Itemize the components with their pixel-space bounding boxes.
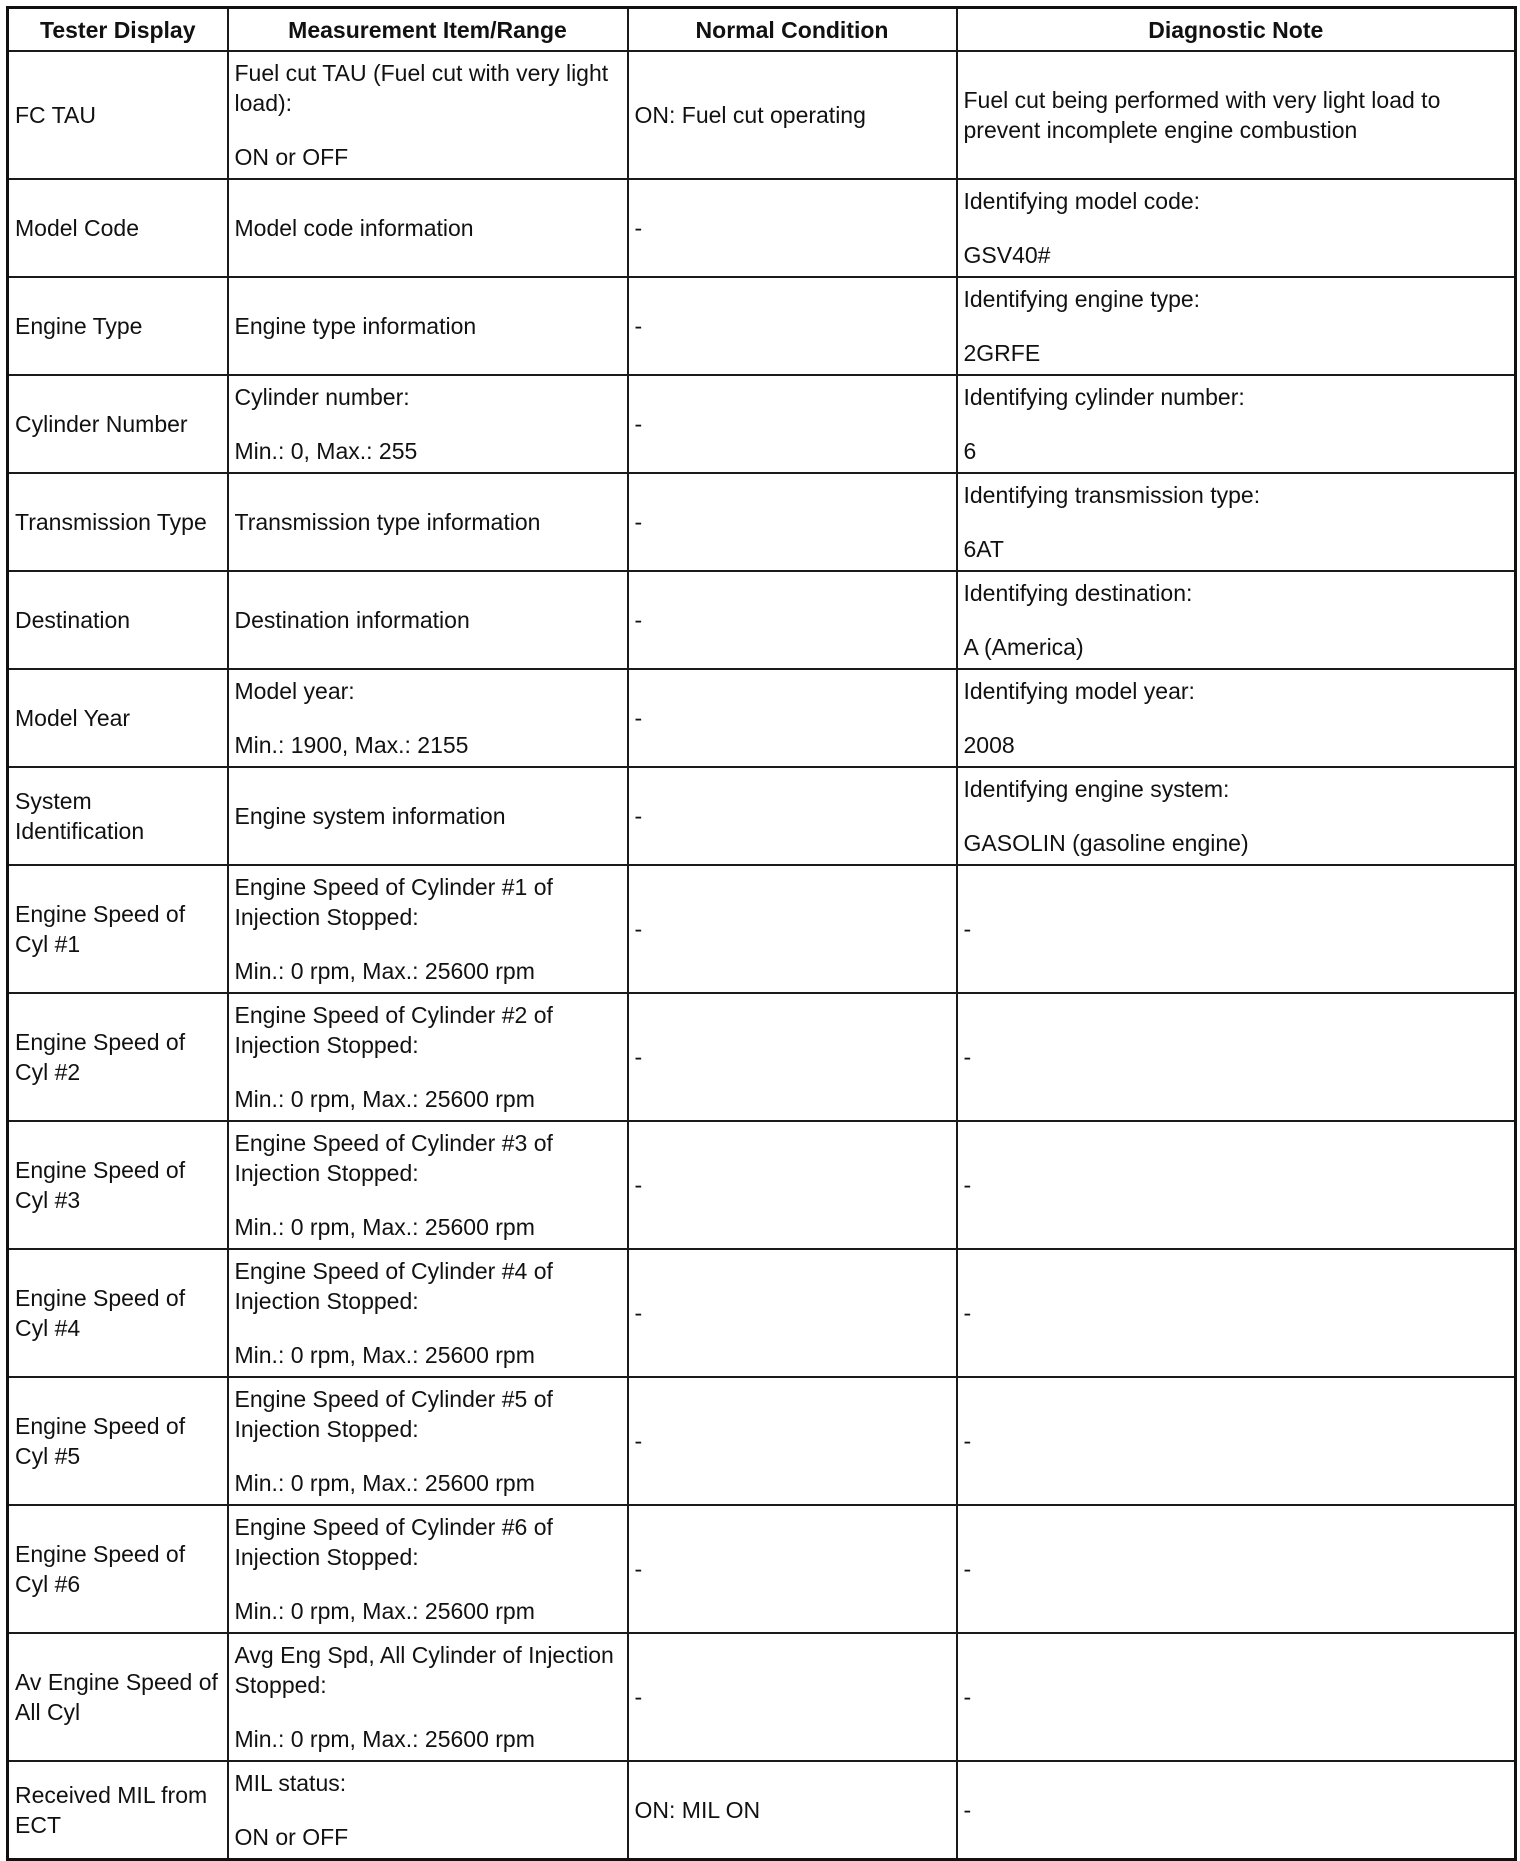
line-gap	[235, 1572, 621, 1596]
table-row	[8, 1249, 1516, 1377]
tester-display-cell: Engine Speed of Cyl #2	[8, 993, 228, 1121]
diagnostic-note-cell-line: A (America)	[963, 634, 1084, 660]
diagnostic-note-cell	[957, 767, 1516, 865]
normal-condition-cell: -	[628, 1249, 957, 1377]
measurement-cell-line: Model code information	[234, 215, 474, 241]
measurement-cell-line: MIL status:	[234, 1769, 347, 1796]
line-gap	[235, 1444, 621, 1468]
table-row	[8, 865, 1516, 993]
measurement-cell-line: Min.: 0 rpm, Max.: 25600 rpm	[234, 1086, 535, 1112]
measurement-cell-line: Min.: 0 rpm, Max.: 25600 rpm	[234, 1598, 535, 1624]
measurement-cell	[228, 669, 628, 767]
diagnostic-note-cell-line: -	[963, 1172, 972, 1198]
diagnostic-note-cell	[957, 1633, 1516, 1761]
line-gap	[964, 706, 1509, 730]
diagnostic-note-cell-line: Identifying destination:	[963, 580, 1193, 606]
measurement-cell-line: Engine Speed of Cylinder #3 of Injection Stopped:	[234, 1130, 553, 1186]
diagnostic-note-cell-line: Fuel cut being performed with very light load to prevent incomplete engine combustion	[963, 87, 1441, 143]
tester-display-cell: Transmission Type	[8, 473, 228, 571]
diagnostic-note-cell	[957, 993, 1516, 1121]
measurement-cell-line: Engine Speed of Cylinder #1 of Injection Stopped:	[234, 874, 553, 930]
normal-condition-cell: -	[628, 1633, 957, 1761]
diagnostic-note-cell	[957, 669, 1516, 767]
measurement-cell-line: Min.: 0 rpm, Max.: 25600 rpm	[234, 1214, 535, 1240]
table-row	[8, 571, 1516, 669]
tester-display-cell: Model Code	[8, 179, 228, 277]
diagnostic-note-cell	[957, 473, 1516, 571]
normal-condition-cell: -	[628, 571, 957, 669]
table-row	[8, 277, 1516, 375]
table-row	[8, 1377, 1516, 1505]
measurement-cell	[228, 1377, 628, 1505]
diagnostic-note-cell	[957, 1377, 1516, 1505]
measurement-cell-line: Engine Speed of Cylinder #6 of Injection Stopped:	[234, 1514, 553, 1570]
table-row	[8, 1505, 1516, 1633]
diagnostic-note-cell-line: Identifying cylinder number:	[963, 384, 1245, 410]
measurement-cell	[228, 1761, 628, 1859]
diagnostic-note-cell-line: 2GRFE	[963, 340, 1041, 366]
normal-condition-cell: -	[628, 767, 957, 865]
normal-condition-cell: -	[628, 1377, 957, 1505]
diagnostic-note-cell-line: -	[963, 1044, 972, 1070]
measurement-cell-line: Avg Eng Spd, All Cylinder of Injection Stopped:	[234, 1642, 614, 1698]
line-gap	[964, 216, 1509, 240]
normal-condition-cell: -	[628, 993, 957, 1121]
diagnostic-note-cell-line: 6	[963, 438, 977, 464]
header-normal-condition: Normal Condition	[628, 8, 957, 52]
measurement-cell-line: Destination information	[234, 607, 470, 633]
table-row	[8, 1121, 1516, 1249]
diagnostic-note-cell	[957, 1249, 1516, 1377]
diagnostic-note-cell	[957, 277, 1516, 375]
line-gap	[235, 118, 621, 142]
diagnostic-note-cell-line: -	[963, 1684, 972, 1710]
measurement-cell-line: ON or OFF	[234, 1823, 349, 1850]
header-tester-display: Tester Display	[8, 8, 228, 52]
diagnostic-note-cell	[957, 1505, 1516, 1633]
tester-display-cell: Engine Speed of Cyl #6	[8, 1505, 228, 1633]
diagnostic-note-cell	[957, 179, 1516, 277]
measurement-cell	[228, 277, 628, 375]
normal-condition-cell: -	[628, 1121, 957, 1249]
measurement-cell	[228, 993, 628, 1121]
measurement-cell	[228, 865, 628, 993]
diagnostic-data-table	[6, 6, 1517, 1861]
line-gap	[235, 1700, 621, 1724]
measurement-cell-line: Engine system information	[234, 803, 506, 829]
normal-condition-cell: -	[628, 473, 957, 571]
measurement-cell	[228, 1505, 628, 1633]
tester-display-cell: Engine Type	[8, 277, 228, 375]
line-gap	[235, 932, 621, 956]
measurement-cell-line: Min.: 1900, Max.: 2155	[234, 732, 469, 758]
normal-condition-cell: -	[628, 1505, 957, 1633]
table-row	[8, 1633, 1516, 1761]
line-gap	[964, 804, 1509, 828]
measurement-cell-line: Cylinder number:	[234, 384, 410, 410]
measurement-cell-line: Transmission type information	[234, 509, 541, 535]
diagnostic-note-cell-line: -	[963, 916, 972, 942]
diagnostic-note-cell-line: GASOLIN (gasoline engine)	[963, 830, 1249, 856]
measurement-cell-line: Min.: 0 rpm, Max.: 25600 rpm	[234, 1342, 535, 1368]
measurement-cell	[228, 473, 628, 571]
diagnostic-note-cell-line: GSV40#	[963, 242, 1051, 268]
normal-condition-cell: ON: MIL ON	[628, 1761, 957, 1859]
measurement-cell-line: Engine Speed of Cylinder #4 of Injection Stopped:	[234, 1258, 553, 1314]
table-row	[8, 51, 1516, 179]
diagnostic-note-cell-line: Identifying model year:	[963, 678, 1195, 704]
diagnostic-note-cell-line: 6AT	[963, 536, 1004, 562]
diagnostic-note-cell-line: 2008	[963, 732, 1015, 758]
diagnostic-note-cell-line: -	[963, 1556, 972, 1582]
diagnostic-note-cell	[957, 51, 1516, 179]
diagnostic-note-cell	[957, 375, 1516, 473]
table-body	[8, 51, 1516, 1859]
diagnostic-note-cell-line: Identifying transmission type:	[963, 482, 1261, 508]
diagnostic-note-cell	[957, 865, 1516, 993]
tester-display-cell: Engine Speed of Cyl #3	[8, 1121, 228, 1249]
measurement-cell-line: Engine Speed of Cylinder #2 of Injection Stopped:	[234, 1002, 553, 1058]
line-gap	[235, 706, 621, 730]
tester-display-cell: FC TAU	[8, 51, 228, 179]
diagnostic-note-cell-line: -	[963, 1300, 972, 1326]
line-gap	[235, 1316, 621, 1340]
measurement-cell	[228, 767, 628, 865]
measurement-cell-line: Model year:	[234, 678, 355, 704]
diagnostic-note-cell	[957, 571, 1516, 669]
measurement-cell-line: ON or OFF	[234, 144, 349, 170]
diagnostic-note-cell	[957, 1761, 1516, 1859]
table-row	[8, 473, 1516, 571]
table-row	[8, 669, 1516, 767]
normal-condition-cell: -	[628, 375, 957, 473]
measurement-cell	[228, 51, 628, 179]
header-row	[8, 8, 1516, 52]
normal-condition-cell: -	[628, 277, 957, 375]
measurement-cell-line: Min.: 0, Max.: 255	[234, 438, 418, 464]
line-gap	[235, 1188, 621, 1212]
header-measurement-item: Measurement Item/Range	[228, 8, 628, 52]
measurement-cell	[228, 571, 628, 669]
line-gap	[964, 314, 1509, 338]
tester-display-cell: Destination	[8, 571, 228, 669]
measurement-cell	[228, 375, 628, 473]
measurement-cell	[228, 179, 628, 277]
normal-condition-cell: ON: Fuel cut operating	[628, 51, 957, 179]
diagnostic-note-cell-line: Identifying model code:	[963, 188, 1201, 214]
normal-condition-cell: -	[628, 179, 957, 277]
table-row	[8, 993, 1516, 1121]
diagnostic-note-cell	[957, 1121, 1516, 1249]
line-gap	[235, 1798, 621, 1822]
diagnostic-note-cell-line: Identifying engine type:	[963, 286, 1201, 312]
header-diagnostic-note: Diagnostic Note	[957, 8, 1516, 52]
table-row	[8, 1761, 1516, 1859]
normal-condition-cell: -	[628, 669, 957, 767]
table-row	[8, 767, 1516, 865]
measurement-cell	[228, 1249, 628, 1377]
measurement-cell-line: Min.: 0 rpm, Max.: 25600 rpm	[234, 1470, 535, 1496]
diagnostic-note-cell-line: -	[963, 1428, 972, 1454]
measurement-cell-line: Engine type information	[234, 313, 477, 339]
tester-display-cell: Engine Speed of Cyl #4	[8, 1249, 228, 1377]
table-row	[8, 179, 1516, 277]
line-gap	[964, 510, 1509, 534]
line-gap	[964, 608, 1509, 632]
tester-display-cell: Cylinder Number	[8, 375, 228, 473]
measurement-cell-line: Min.: 0 rpm, Max.: 25600 rpm	[234, 958, 535, 984]
tester-display-cell: Engine Speed of Cyl #1	[8, 865, 228, 993]
line-gap	[235, 412, 621, 436]
tester-display-cell: Received MIL from ECT	[8, 1761, 228, 1859]
measurement-cell	[228, 1121, 628, 1249]
table-row	[8, 375, 1516, 473]
tester-display-cell: Model Year	[8, 669, 228, 767]
tester-display-cell: Av Engine Speed of All Cyl	[8, 1633, 228, 1761]
line-gap	[235, 1060, 621, 1084]
line-gap	[964, 412, 1509, 436]
tester-display-cell: Engine Speed of Cyl #5	[8, 1377, 228, 1505]
measurement-cell-line: Fuel cut TAU (Fuel cut with very light load):	[234, 60, 609, 116]
tester-display-cell: System Identification	[8, 767, 228, 865]
measurement-cell-line: Engine Speed of Cylinder #5 of Injection Stopped:	[234, 1386, 553, 1442]
diagnostic-note-cell-line: -	[963, 1796, 972, 1823]
normal-condition-cell: -	[628, 865, 957, 993]
measurement-cell-line: Min.: 0 rpm, Max.: 25600 rpm	[234, 1726, 535, 1752]
diagnostic-note-cell-line: Identifying engine system:	[963, 776, 1230, 802]
measurement-cell	[228, 1633, 628, 1761]
